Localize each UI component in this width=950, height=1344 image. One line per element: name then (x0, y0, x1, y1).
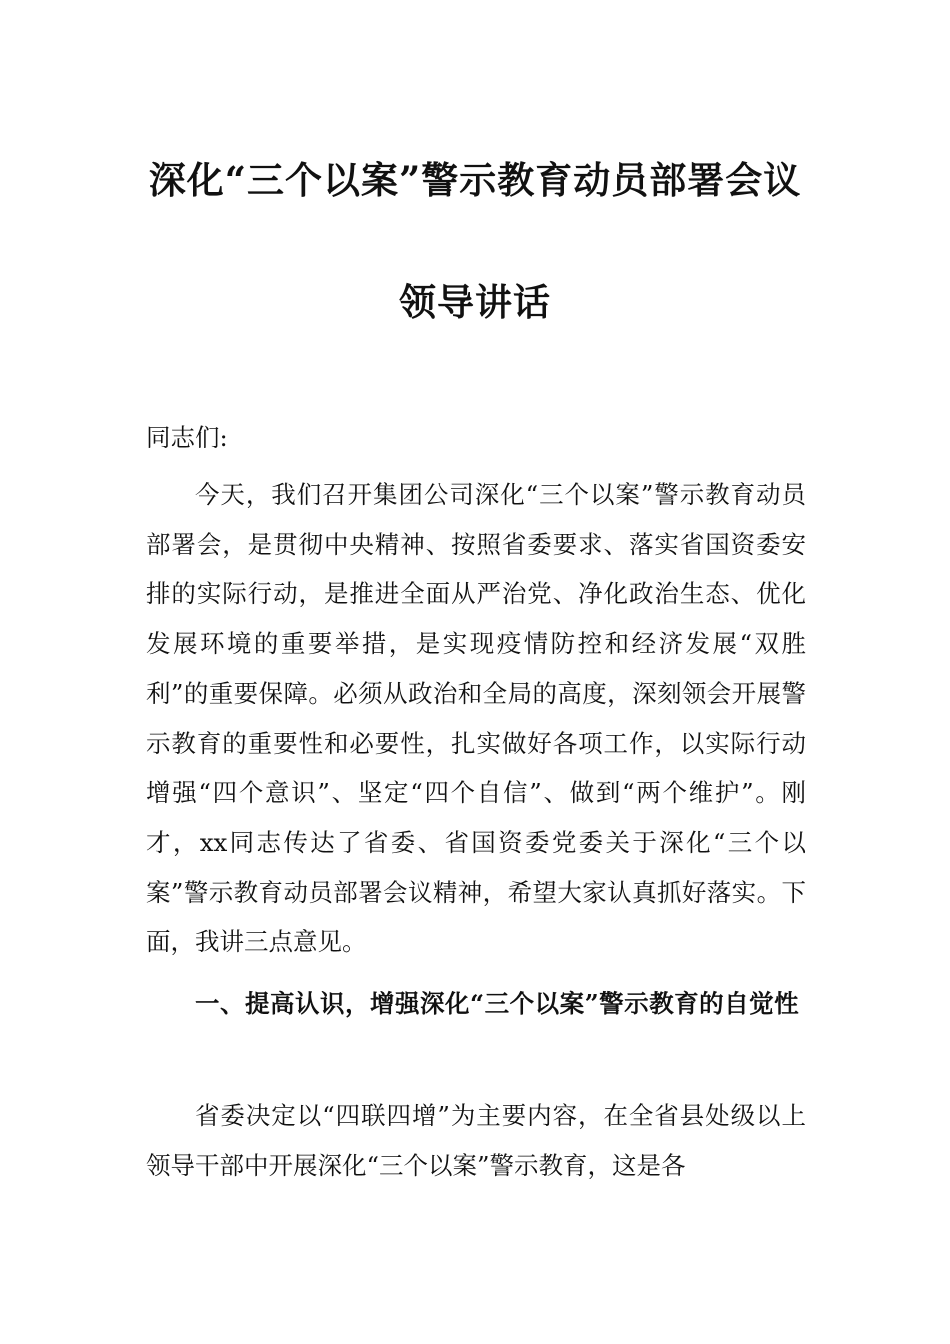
section-heading-1: 一、提高认识，增强深化“三个以案”警示教育的自觉性 (195, 989, 800, 1018)
paragraph-opening: 今天，我们召开集团公司深化“三个以案”警示教育动员部署会，是贯彻中央精神、按照省委要求、落实省国资委安排的实际行动，是推进全面从严治党、净化政治生态、优化发展环境的重要举措，是实现疫情防控和经济发展“双胜利”的重要保障。必须从政治和全局的高度，深刻领会开展警示教育的重要性和必要性，扎实做好各项工作，以实际行动增强“四个意识”、坚定“四个自信”、做到“两个维护”。刚才，xx同志传达了省委、省国资委党委关于深化“三个以案”警示教育动员部署会议精神，希望大家认真抓好落实。下面，我讲三点意见。 (146, 480, 806, 957)
document-title-line-1: 深化“三个以案”警示教育动员部署会议 (148, 158, 802, 202)
greeting: 同志们: (146, 423, 228, 452)
paragraph-section-1: 省委决定以“四联四增”为主要内容，在全省县处级以上领导干部中开展深化“三个以案”警示教育，这是各 (146, 1101, 806, 1180)
document-title-line-2: 领导讲话 (399, 280, 551, 324)
